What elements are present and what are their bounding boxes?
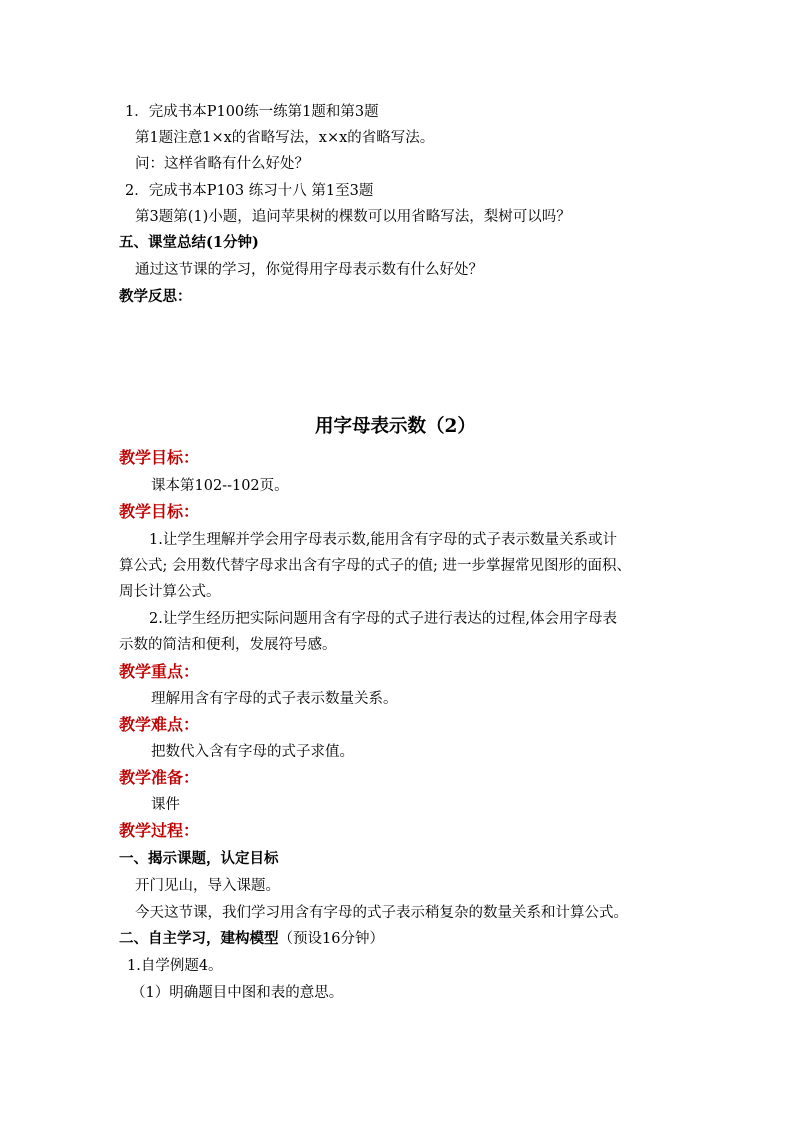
process-label: 教学过程： xyxy=(119,821,200,840)
lesson-title: 用字母表示数（2） xyxy=(315,416,476,437)
section-2-step-1: 1.自学例题4。 xyxy=(127,958,223,974)
section-summary-heading: 五、课堂总结(1分钟) xyxy=(119,234,259,251)
summary-text: 通过这节课的学习，你觉得用字母表示数有什么好处？ xyxy=(135,262,483,278)
preparation-text: 课件 xyxy=(151,797,180,813)
goal-paragraph-1-line-3: 周长计算公式。 xyxy=(119,584,221,600)
exercise-question: 问：这样省略有什么好处？ xyxy=(135,156,309,172)
goal-paragraph-2-line-2: 示数的简洁和便利，发展符号感。 xyxy=(119,637,337,653)
exercise-item-1: 1．完成书本P100练一练第1题和第3题 xyxy=(125,104,379,120)
goal-label-2: 教学目标： xyxy=(119,502,200,521)
section-1-text-2: 今天这节课，我们学习用含有字母的式子表示稍复杂的数量关系和计算公式。 xyxy=(135,905,628,921)
goal-paragraph-1-line-1: 1.让学生理解并学会用字母表示数,能用含有字母的式子表示数量关系或计 xyxy=(149,532,617,548)
reflection-label: 教学反思： xyxy=(119,288,192,305)
exercise-note-1: 第1题注意1×x的省略写法，x×x的省略写法。 xyxy=(135,130,435,146)
goal-paragraph-1-line-2: 算公式; 会用数代替字母求出含有字母的式子的值; 进一步掌握常见图形的面积、 xyxy=(119,558,631,574)
section-2-heading xyxy=(119,929,384,949)
goal-paragraph-2-line-1: 2.让学生经历把实际问题用含有字母的式子进行表达的过程,体会用字母表 xyxy=(149,611,617,627)
goal-text-1: 课本第102--102页。 xyxy=(151,478,289,494)
section-2-step-1-a: （1）明确题目中图和表的意思。 xyxy=(131,985,344,1001)
exercise-item-2: 2．完成书本P103 练习十八 第1至3题 xyxy=(125,183,374,199)
section-1-heading: 一、揭示课题，认定目标 xyxy=(119,850,279,867)
goal-label-1: 教学目标： xyxy=(119,448,200,467)
section-2-heading-time: （预设16分钟） xyxy=(278,931,384,947)
preparation-label: 教学准备： xyxy=(119,768,200,787)
difficulty-text: 把数代入含有字母的式子求值。 xyxy=(151,744,354,760)
key-point-text: 理解用含有字母的式子表示数量关系。 xyxy=(151,691,398,707)
section-2-heading-title: 二、自主学习，建构模型 xyxy=(119,930,279,947)
difficulty-label: 教学难点： xyxy=(119,715,200,734)
key-point-label: 教学重点： xyxy=(119,662,200,681)
section-1-text-1: 开门见山，导入课题。 xyxy=(135,878,280,894)
exercise-note-2: 第3题第(1)小题，追问苹果树的棵数可以用省略写法，梨树可以吗？ xyxy=(135,209,571,225)
